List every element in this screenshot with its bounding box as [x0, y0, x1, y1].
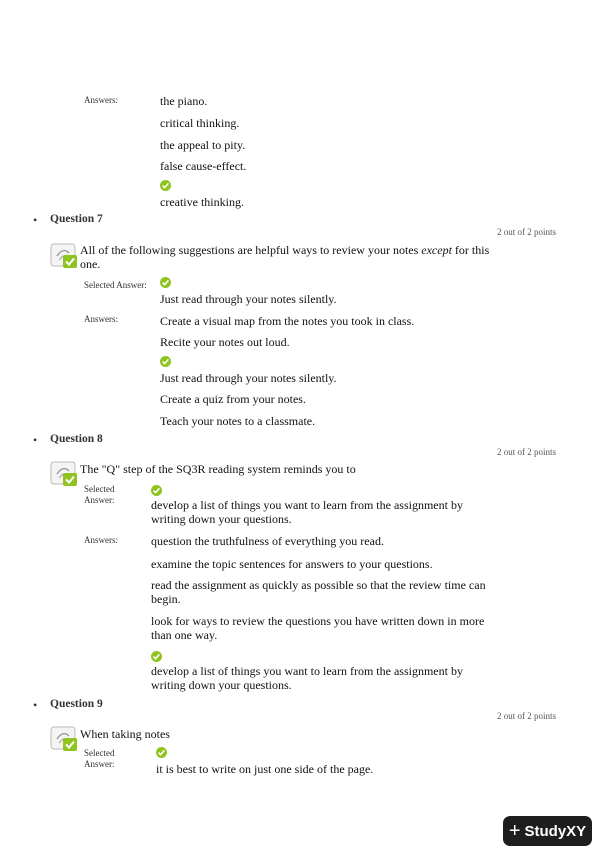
correct-check-icon — [160, 180, 171, 191]
answer-option: the piano. — [160, 94, 208, 108]
answer-option: examine the topic sentences for answers to your questions. — [151, 557, 433, 571]
question-title: Question 7 — [50, 213, 103, 225]
selected-answer: it is best to write on just one side of the page. — [156, 762, 374, 776]
question-points: 2 out of 2 points — [497, 447, 557, 457]
selected-label: Selected — [84, 484, 115, 494]
question-text: All of the following suggestions are helpful ways to review your notes except for this one. — [80, 243, 490, 271]
selected-answer: Just read through your notes silently. — [160, 292, 337, 306]
answer-option: Create a visual map from the notes you took in class. — [160, 314, 415, 328]
answer-option: develop a list of things you want to learn from the assignment by writing down your questions. — [151, 664, 463, 692]
question-bullet: • — [33, 698, 38, 712]
answer-option: Teach your notes to a classmate. — [160, 414, 316, 428]
answer-option: Just read through your notes silently. — [160, 371, 337, 385]
answer-option: look for ways to review the questions you have written down in more than one way. — [151, 614, 485, 642]
correct-check-icon — [160, 356, 171, 367]
plus-icon: + — [508, 820, 521, 842]
selected-answer-label: Selected Answer: — [84, 280, 147, 290]
question-points: 2 out of 2 points — [497, 711, 557, 721]
question-title: Question 9 — [50, 698, 103, 710]
correct-check-icon — [156, 747, 167, 758]
answers-label: Answers: — [84, 95, 118, 105]
answer-option: critical thinking. — [160, 116, 240, 130]
correct-question-icon — [50, 726, 78, 752]
answer-option: Recite your notes out loud. — [160, 335, 290, 349]
answer-option: question the truthfulness of everything you read. — [151, 534, 384, 548]
selected-label: Selected — [84, 748, 115, 758]
correct-question-icon — [50, 243, 78, 269]
answers-label: Answers: — [84, 314, 118, 324]
answer-option: creative thinking. — [160, 195, 244, 209]
correct-check-icon — [160, 277, 171, 288]
answers-label: Answers: — [84, 535, 118, 545]
correct-check-icon — [151, 485, 162, 496]
question-text: When taking notes — [80, 727, 170, 741]
question-points: 2 out of 2 points — [497, 227, 557, 237]
answer-option: read the assignment as quickly as possible so that the review time can begin. — [151, 578, 486, 606]
question-bullet: • — [33, 213, 38, 227]
correct-check-icon — [151, 651, 162, 662]
question-text: The "Q" step of the SQ3R reading system reminds you to — [80, 462, 356, 476]
correct-question-icon — [50, 461, 78, 487]
studyxy-logo — [503, 816, 592, 846]
answer-option: Create a quiz from your notes. — [160, 392, 306, 406]
answer-label: Answer: — [84, 495, 115, 505]
answer-option: the appeal to pity. — [160, 138, 246, 152]
answer-option: false cause-effect. — [160, 159, 247, 173]
logo-text: StudyXY — [524, 822, 587, 840]
selected-answer: develop a list of things you want to learn from the assignment by writing down your questions. — [151, 498, 463, 526]
answer-label: Answer: — [84, 759, 115, 769]
question-bullet: • — [33, 433, 38, 447]
question-title: Question 8 — [50, 433, 103, 445]
